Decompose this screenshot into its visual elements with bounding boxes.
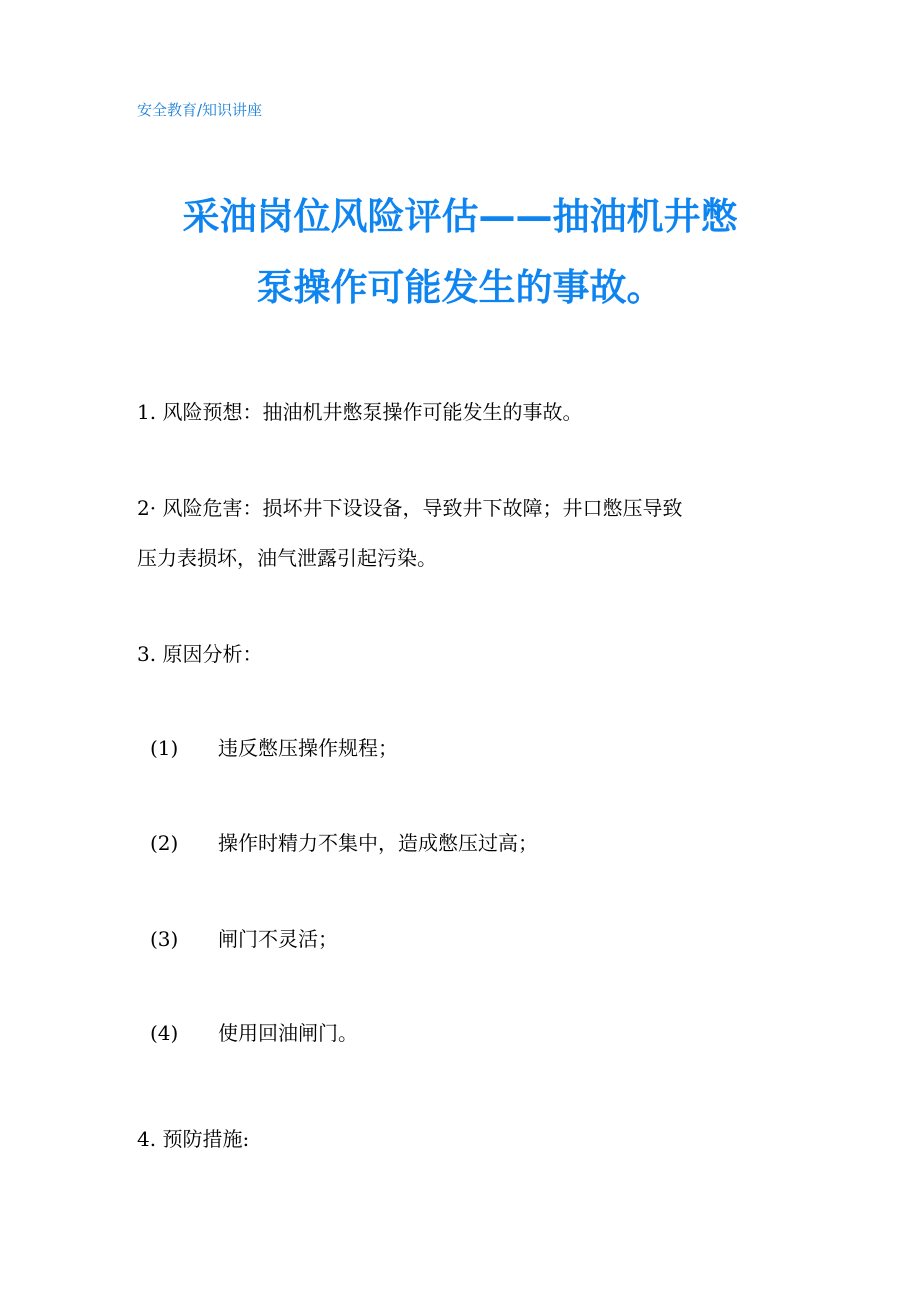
section-risk-anticipation: 1. 风险预想：抽油机井憋泵操作可能发生的事故。 (137, 400, 583, 424)
document-title-line-2: 泵操作可能发生的事故。 (256, 266, 664, 309)
cause-number: (2) (150, 831, 179, 855)
section-risk-hazard-line-2: 压力表损坏，油气泄露引起污染。 (137, 546, 437, 570)
cause-item (150, 925, 338, 953)
cause-number: (4) (150, 1021, 179, 1045)
section-risk-hazard-line-1: 2· 风险危害：损坏井下设设备，导致井下故障；井口憋压导致 (137, 496, 683, 520)
cause-item (150, 734, 398, 762)
cause-number: (1) (150, 736, 179, 760)
cause-item (150, 829, 538, 857)
cause-text: 闸门不灵活； (218, 927, 338, 951)
cause-text: 使用回油闸门。 (218, 1021, 358, 1045)
cause-text: 违反憋压操作规程； (218, 736, 398, 760)
category-label: 安全教育/知识讲座 (137, 101, 263, 119)
cause-text: 操作时精力不集中，造成憋压过高； (218, 831, 538, 855)
document-title-line-1: 采油岗位风险评估——抽油机井憋 (182, 195, 738, 238)
section-prevention-measures: 4. 预防措施: (137, 1127, 250, 1151)
cause-number: (3) (150, 927, 179, 951)
cause-item (150, 1019, 358, 1047)
section-cause-analysis: 3. 原因分析： (137, 642, 263, 666)
